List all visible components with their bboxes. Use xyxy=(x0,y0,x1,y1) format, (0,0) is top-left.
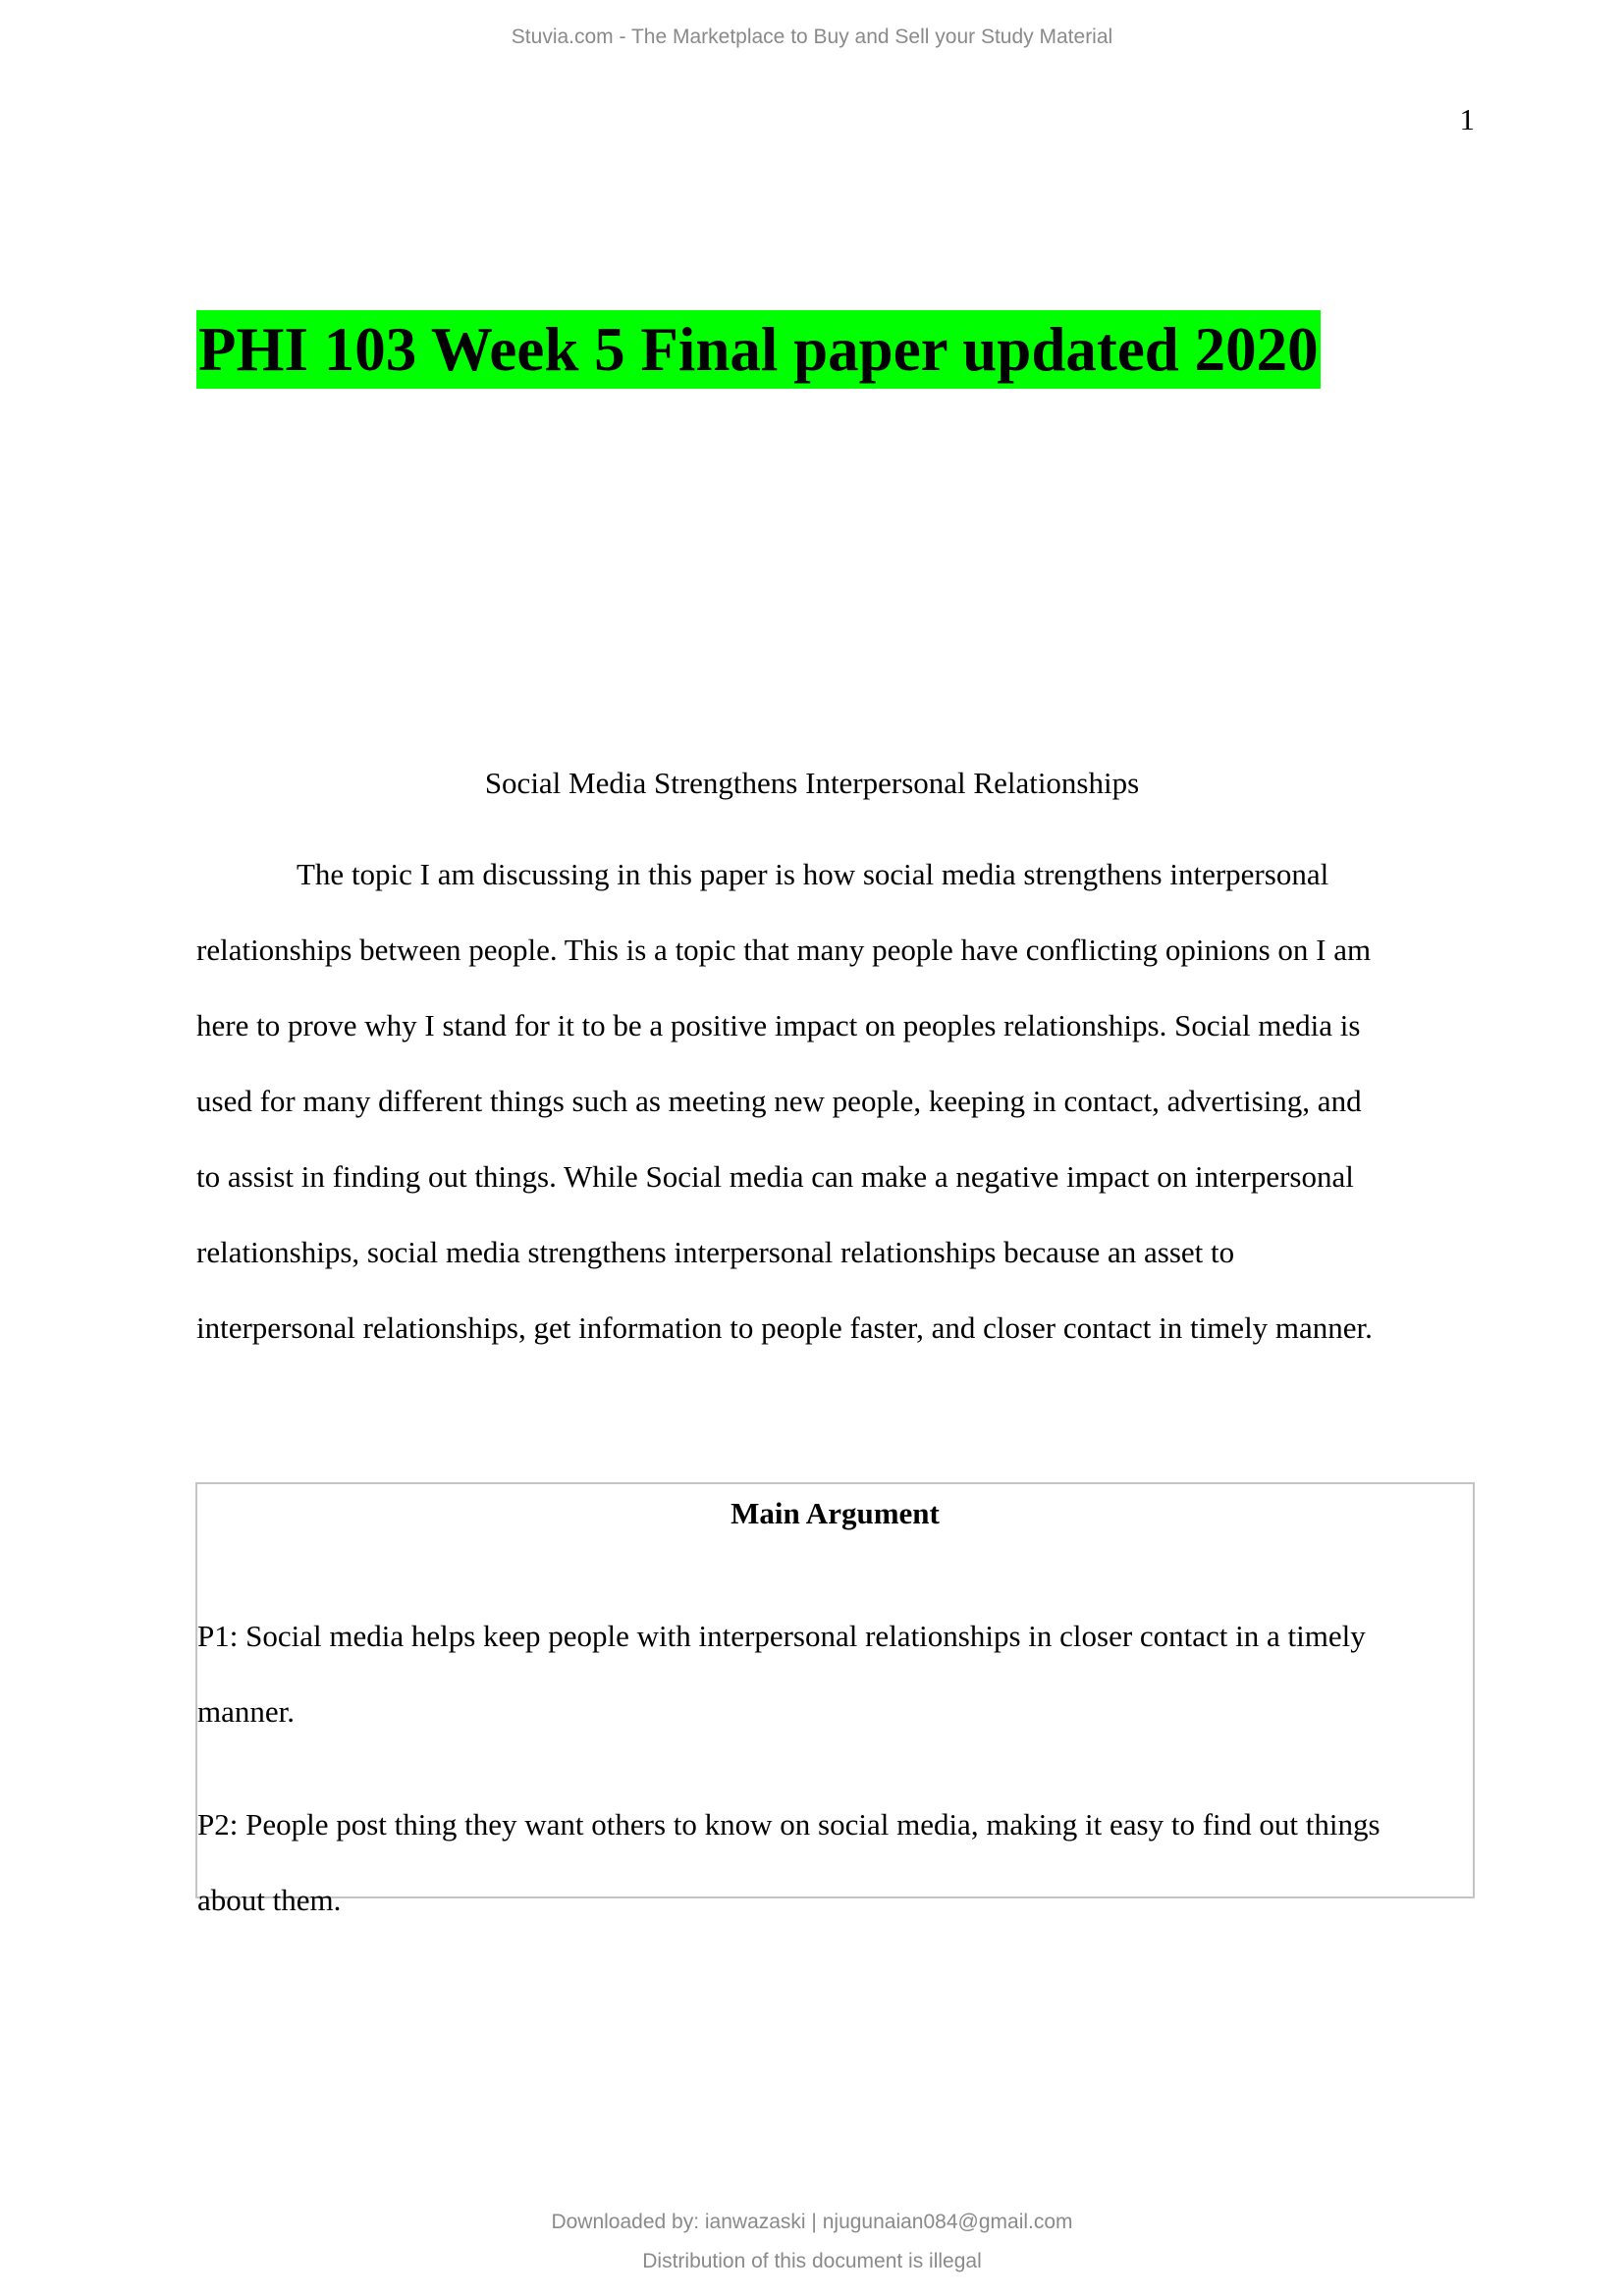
premise-1 xyxy=(197,1598,1474,1749)
main-argument-box xyxy=(195,1482,1475,1917)
premise-line: P2: People post thing they want others to know on social media, making it easy to find out things xyxy=(197,1807,1380,1842)
premise-line: about them. xyxy=(197,1883,342,1917)
intro-line: relationships between people. This is a topic that many people have conflicting opinions on I am xyxy=(196,933,1372,967)
intro-line: interpersonal relationships, get information to people faster, and closer contact in timely manner. xyxy=(196,1310,1373,1345)
intro-line: relationships, social media strengthens interpersonal relationships because an asset to xyxy=(196,1235,1235,1269)
intro-line: here to prove why I stand for it to be a positive impact on peoples relationships. Social media is xyxy=(196,1008,1361,1042)
premise-line: P1: Social media helps keep people with interpersonal relationships in closer contact in a timely xyxy=(197,1619,1366,1653)
page-number: 1 xyxy=(1459,102,1475,136)
document-title: PHI 103 Week 5 Final paper updated 2020 xyxy=(196,310,1321,389)
premise-line: manner. xyxy=(197,1694,295,1729)
main-argument-heading: Main Argument xyxy=(731,1496,940,1530)
download-info: Downloaded by: ianwazaski | njugunaian084@gmail.com xyxy=(551,2211,1073,2233)
intro-paragraph xyxy=(196,836,1483,1365)
premise-2 xyxy=(197,1787,1474,1938)
distribution-notice: Distribution of this document is illegal xyxy=(642,2250,982,2272)
essay-heading: Social Media Strengthens Interpersonal Relationships xyxy=(484,766,1140,800)
stuvia-watermark: Stuvia.com - The Marketplace to Buy and Sell your Study Material xyxy=(511,26,1113,48)
intro-line: The topic I am discussing in this paper is how social media strengthens interpersonal xyxy=(297,857,1329,891)
title-block xyxy=(196,310,1321,389)
intro-line: to assist in finding out things. While Social media can make a negative impact on interpersonal xyxy=(196,1159,1354,1194)
intro-line: used for many different things such as meeting new people, keeping in contact, advertising, and xyxy=(196,1084,1362,1118)
